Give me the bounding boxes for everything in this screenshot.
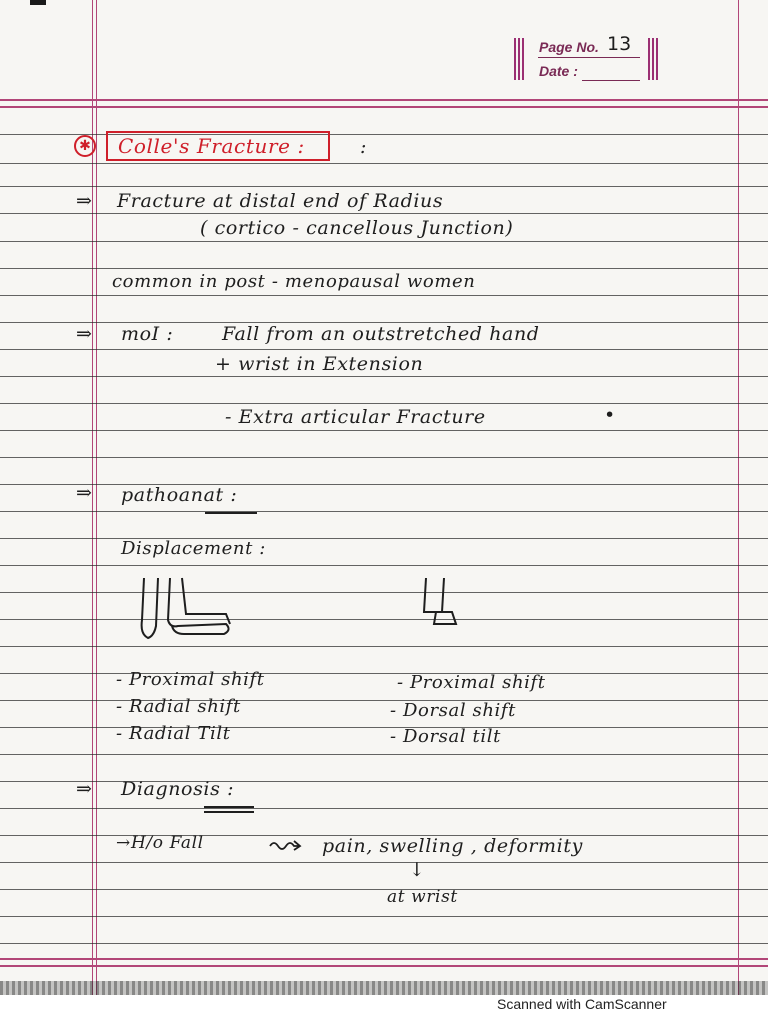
page-no-value: 13 [607, 33, 632, 55]
rule [0, 457, 768, 458]
rule [0, 484, 768, 485]
rule [0, 403, 768, 404]
header-bars-left [514, 38, 526, 80]
top-rule-2 [0, 106, 768, 108]
scan-edge-strip [0, 981, 768, 995]
note-title: Colle's Fracture : [118, 134, 305, 158]
scan-corner-mark [30, 0, 46, 5]
double-arrow-icon: ⇒ [76, 778, 93, 800]
rule [0, 862, 768, 863]
rule [0, 943, 768, 944]
radius-ulna-sketch-left [134, 576, 244, 642]
dx-line-2: at wrist [387, 887, 458, 907]
note-line-4: Fall from an outstretched hand [222, 323, 540, 345]
rule [0, 295, 768, 296]
note-dot: • [604, 404, 616, 426]
note-line-6: - Extra articular Fracture [225, 406, 486, 428]
diagnosis-underline-2 [204, 811, 254, 813]
note-line-1: Fracture at distal end of Radius [117, 190, 444, 212]
wavy-arrow-icon [268, 838, 302, 852]
left-list-item-1: - Proximal shift [116, 669, 265, 690]
pathoanat-underline [205, 512, 257, 514]
rule [0, 889, 768, 890]
rule [0, 430, 768, 431]
rule [0, 619, 768, 620]
moi-label: moI : [121, 323, 174, 345]
right-list-item-2: - Dorsal shift [390, 700, 517, 721]
rule [0, 241, 768, 242]
rule [0, 376, 768, 377]
displacement-heading: Displacement : [121, 538, 266, 559]
scanner-footer: Scanned with CamScanner [497, 996, 667, 1012]
rule [0, 186, 768, 187]
diagnosis-underline-1 [204, 806, 254, 808]
rule [0, 268, 768, 269]
date-label: Date : [539, 63, 578, 79]
rule [0, 754, 768, 755]
right-list-item-1: - Proximal shift [397, 672, 546, 693]
star-circle-icon: ✱ [74, 135, 96, 157]
rule [0, 213, 768, 214]
note-line-2: ( cortico - cancellous Junction) [200, 217, 514, 239]
rule [0, 781, 768, 782]
margin-line-left-2 [96, 0, 97, 995]
page-no-line [538, 57, 640, 58]
radius-ulna-sketch-right [418, 576, 466, 630]
top-rule [0, 99, 768, 101]
double-arrow-icon: ⇒ [76, 323, 93, 345]
small-arrow-icon: → [116, 833, 131, 853]
rule [0, 163, 768, 164]
header-bars-right [648, 38, 660, 80]
date-line [582, 80, 640, 81]
rule [0, 592, 768, 593]
bottom-rule-2 [0, 965, 768, 967]
title-dots: : [360, 136, 368, 158]
left-list-item-3: - Radial Tilt [116, 723, 231, 744]
rule [0, 349, 768, 350]
note-line-3: common in post - menopausal women [112, 271, 476, 292]
margin-line-right [738, 0, 739, 995]
diagnosis-heading: Diagnosis : [121, 778, 235, 800]
note-line-5: + wrist in Extension [215, 353, 424, 375]
rule [0, 565, 768, 566]
rule [0, 511, 768, 512]
double-arrow-icon: ⇒ [76, 190, 93, 212]
rule [0, 538, 768, 539]
bottom-rule [0, 958, 768, 960]
rule [0, 916, 768, 917]
rule [0, 808, 768, 809]
pathoanat-heading: pathoanat : [121, 484, 238, 506]
dx-line-1b: pain, swelling , deformity [322, 835, 583, 857]
page-no-label: Page No. [539, 39, 599, 55]
left-list-item-2: - Radial shift [116, 696, 241, 717]
rule [0, 646, 768, 647]
dx-line-1a: H/o Fall [131, 833, 204, 853]
down-arrow-icon: ↓ [409, 859, 426, 881]
right-list-item-3: - Dorsal tilt [390, 726, 501, 747]
double-arrow-icon: ⇒ [76, 482, 93, 504]
